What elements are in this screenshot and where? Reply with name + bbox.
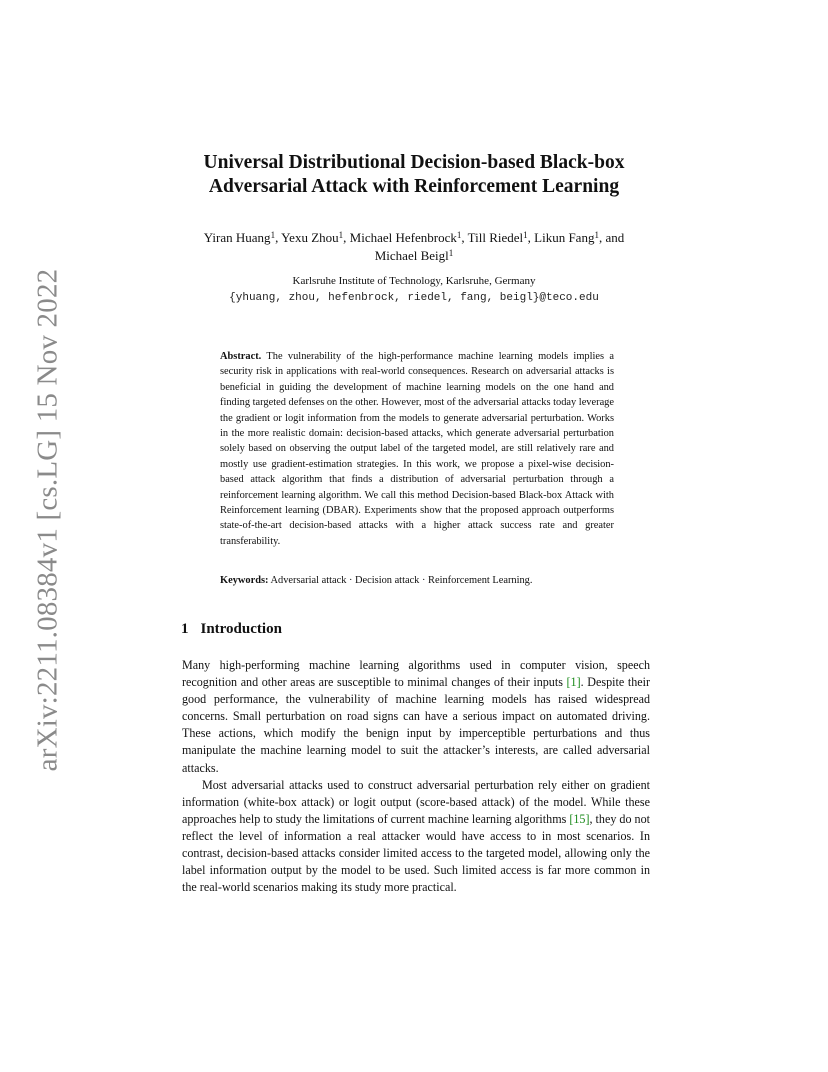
paragraph-text: Many high-performing machine learning algorithms used in computer vision, speech recognition and other areas are susceptible to minimal changes of their inputs [182,658,650,690]
author [281,230,350,245]
author-list [175,229,653,265]
author-name: Likun Fang [534,230,595,245]
paragraph [182,777,650,897]
author [534,230,624,245]
section-body [182,657,650,896]
citation-link[interactable]: [1] [566,675,581,690]
affiliation-marker: 1 [338,230,344,240]
affiliation-marker: 1 [523,230,528,240]
keywords [220,573,620,588]
section-title: Introduction [200,621,282,637]
section-heading [181,619,282,639]
author-name: Michael Beigl [374,248,449,263]
keywords-text: Adversarial attack · Decision attack · Reinforcement Learning. [270,575,533,586]
abstract-label: Abstract. [220,351,262,362]
affiliation: Karlsruhe Institute of Technology, Karlsruhe, Germany [292,275,536,287]
paper-title [160,151,668,199]
author-name: Yiran Huang [203,230,271,245]
author-name: Michael Hefenbrock [349,230,457,245]
title-line-2: Adversarial Attack with Reinforcement Learning [208,176,620,197]
author [468,230,535,245]
author-name: Yexu Zhou [281,230,339,245]
paragraph-text: Most adversarial attacks used to construct adversarial perturbation rely either on gradient information (white-box attack) or logit output (score-based attack) of the model. While these approaches help to study the limitations of current machine learning algorithms [182,777,650,826]
affiliation-marker: 1 [270,230,276,240]
author [350,230,468,245]
author-emails: {yhuang, zhou, hefenbrock, riedel, fang, beigl}@teco.edu [229,292,599,304]
affiliation-marker: 1 [448,248,454,258]
paragraph-text: , they do not reflect the level of information a real attacker would have access to in most scenarios. In contrast, decision-based attacks consider limited access to the targeted model, allowing only the label information output by the model to be used. Such limited access is far more common in the real-world scenarios making its study more practical. [182,811,650,895]
affiliation-marker: 1 [594,230,599,240]
author [375,248,454,263]
affiliation-marker: 1 [456,230,462,240]
title-line-1: Universal Distributional Decision-based Black-box [203,152,625,173]
author-separator: , and [598,230,625,245]
citation-link[interactable]: [15] [569,811,590,826]
keywords-label: Keywords: [220,575,269,586]
author [204,230,281,245]
paragraph [182,657,650,777]
paragraph-text: . Despite their good performance, the vulnerability of machine learning models has raised widespread concerns. Small perturbation on road signs can have a serious impact on automated driving. These actions, which modify the benign input by imperceptible perturbations and thus manipulate the machine learning model to suit the attacker’s interests, are called adversarial attacks. [182,675,650,775]
arxiv-identifier-stamp: arXiv:2211.08384v1 [cs.LG] 15 Nov 2022 [31,268,64,772]
author-separator: , [527,230,535,245]
section-number: 1 [181,621,189,637]
author-separator: , [343,230,350,245]
abstract [220,349,614,549]
author-separator: , [275,230,282,245]
author-name: Till Riedel [467,230,524,245]
author-separator: , [461,230,468,245]
abstract-text: The vulnerability of the high-performance machine learning models implies a security risk in applications with real-world consequences. Research on adversarial attacks is beneficial in guiding the development of machine learning models on the one hand and finding targeted defenses on the other. However, most of the adversarial attacks today leverage the gradient or logit information from the models to generate adversarial perturbation. Works in the more realistic domain: decision-based attacks, which generate adversarial perturbation solely based on observing the output label of the targeted model, are still relatively rare and mostly use gradient-estimation strategies. In this work, we propose a pixel-wise decision-based attack algorithm that finds a distribution of adversarial perturbation through a reinforcement learning algorithm. We call this method Decision-based Black-box Attack with Reinforcement learning (DBAR). Experiments show that the proposed approach outperforms state-of-the-art decision-based attacks with a higher attack success rate and greater transferability. [220,351,614,547]
